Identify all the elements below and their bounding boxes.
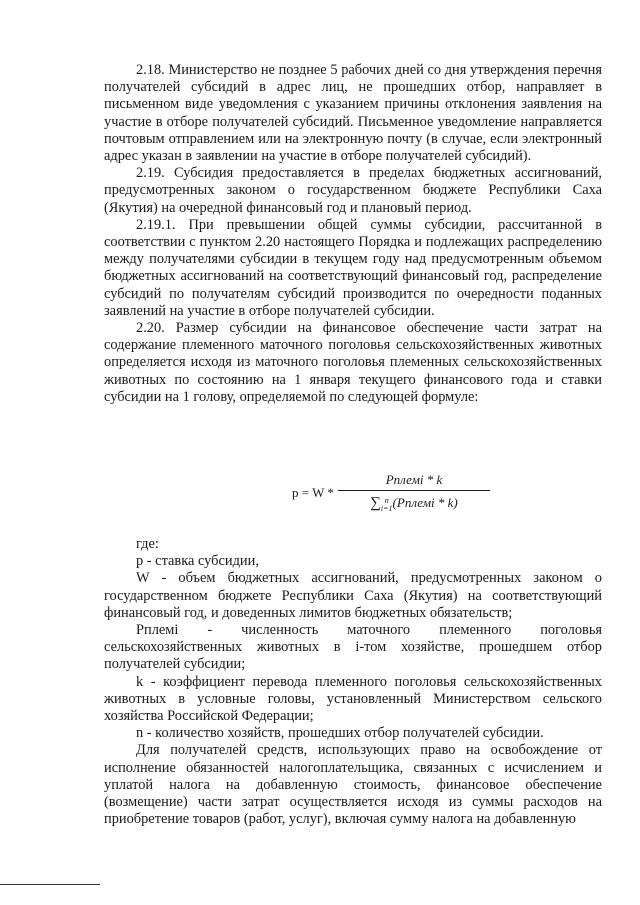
text-block-lower <box>104 536 602 828</box>
definition-n: n - количество хозяйств, прошедших отбор получателей субсидии. <box>136 725 544 742</box>
formula-numerator: Pплемi * k <box>385 472 443 487</box>
subsidy-rate-formula <box>292 472 492 524</box>
definition-k: k - коэффициент перевода племенного поголовья сельскохозяйственных животных в условные головы, установленный Министерством сельского хозяйства Российской Федерации; <box>104 673 602 725</box>
where-label: где: <box>136 536 159 552</box>
fraction-bar <box>338 490 490 491</box>
formula-denominator <box>338 493 490 513</box>
definition-w: W - объем бюджетных ассигнований, предусмотренных законом о государственном бюджете Республики Саха (Якутия) на соответствующий финансовый год, и доведенных лимитов бюджетных обязательств; <box>104 570 602 621</box>
paragraph-vat-exempt: Для получателей средств, использующих право на освобождение от исполнение обязанностей налогоплательщика, связанных с исчислением и уплатой налога на добавленную стоимость, финансовое обеспечение (возмещение) части затрат осуществляется исходя из суммы расходов на приобретение товаров (работ, услуг), включая сумму налога на добавленную <box>104 742 602 828</box>
definition-pplemi: Pплемi - численность маточного племенного поголовья сельскохозяйственных животных в i-том хозяйстве, прошедшем отбор получателей субсидии; <box>104 622 602 673</box>
sigma-symbol: ∑ <box>370 495 381 511</box>
formula-fraction <box>338 472 490 513</box>
paragraph-2-20: 2.20. Размер субсидии на финансовое обеспечение части затрат на содержание племенного маточного поголовья сельскохозяйственных животных определяется исходя из маточного поголовья племенных сельскохозяйственных животных по состоянию на 1 января текущего финансового года и ставки субсидии на 1 голову, определяемой по следующей формуле: <box>104 320 602 405</box>
formula-lhs: p = W * <box>292 485 334 500</box>
paragraph-2-19-1: 2.19.1. При превышении общей суммы субсидии, рассчитанной в соответствии с пунктом 2.20 настоящего Порядка и подлежащих распределению между получателями субсидии в текущем году над предусмотренным объемом бюджетных ассигнований на соответствующий финансовый год, распределение субсидий по получателям субсидий производится по очередности поданных заявлений на участие в отборе получателей субсидии. <box>104 216 602 319</box>
paragraph-2-19: 2.19. Субсидия предоставляется в пределах бюджетных ассигнований, предусмотренных законом о государственном бюджете Республики Саха (Якутия) на очередной финансовый год и плановый период. <box>104 165 602 216</box>
text-block-upper <box>104 62 602 406</box>
formula-denominator-term: (Pплемi * k) <box>392 495 458 510</box>
definition-p: p - ставка субсидии, <box>136 553 259 570</box>
sum-limits <box>381 497 393 513</box>
sum-upper-limit: n <box>384 496 389 505</box>
paragraph-2-18: 2.18. Министерство не позднее 5 рабочих дней со дня утверждения перечня получателей субсидий в адрес лиц, не прошедших отбор, направляет в письменном виде уведомления с указанием причины отклонения заявления на участие в отборе получателей субсидий. Письменное уведомление направляется почтовым отправлением или на электронную почту (в случае, если электронный адрес указан в заявлении на участие в отборе получателей субсидий). <box>104 62 602 165</box>
footnote-separator <box>0 884 100 885</box>
sum-lower-limit: i=1 <box>380 504 393 513</box>
